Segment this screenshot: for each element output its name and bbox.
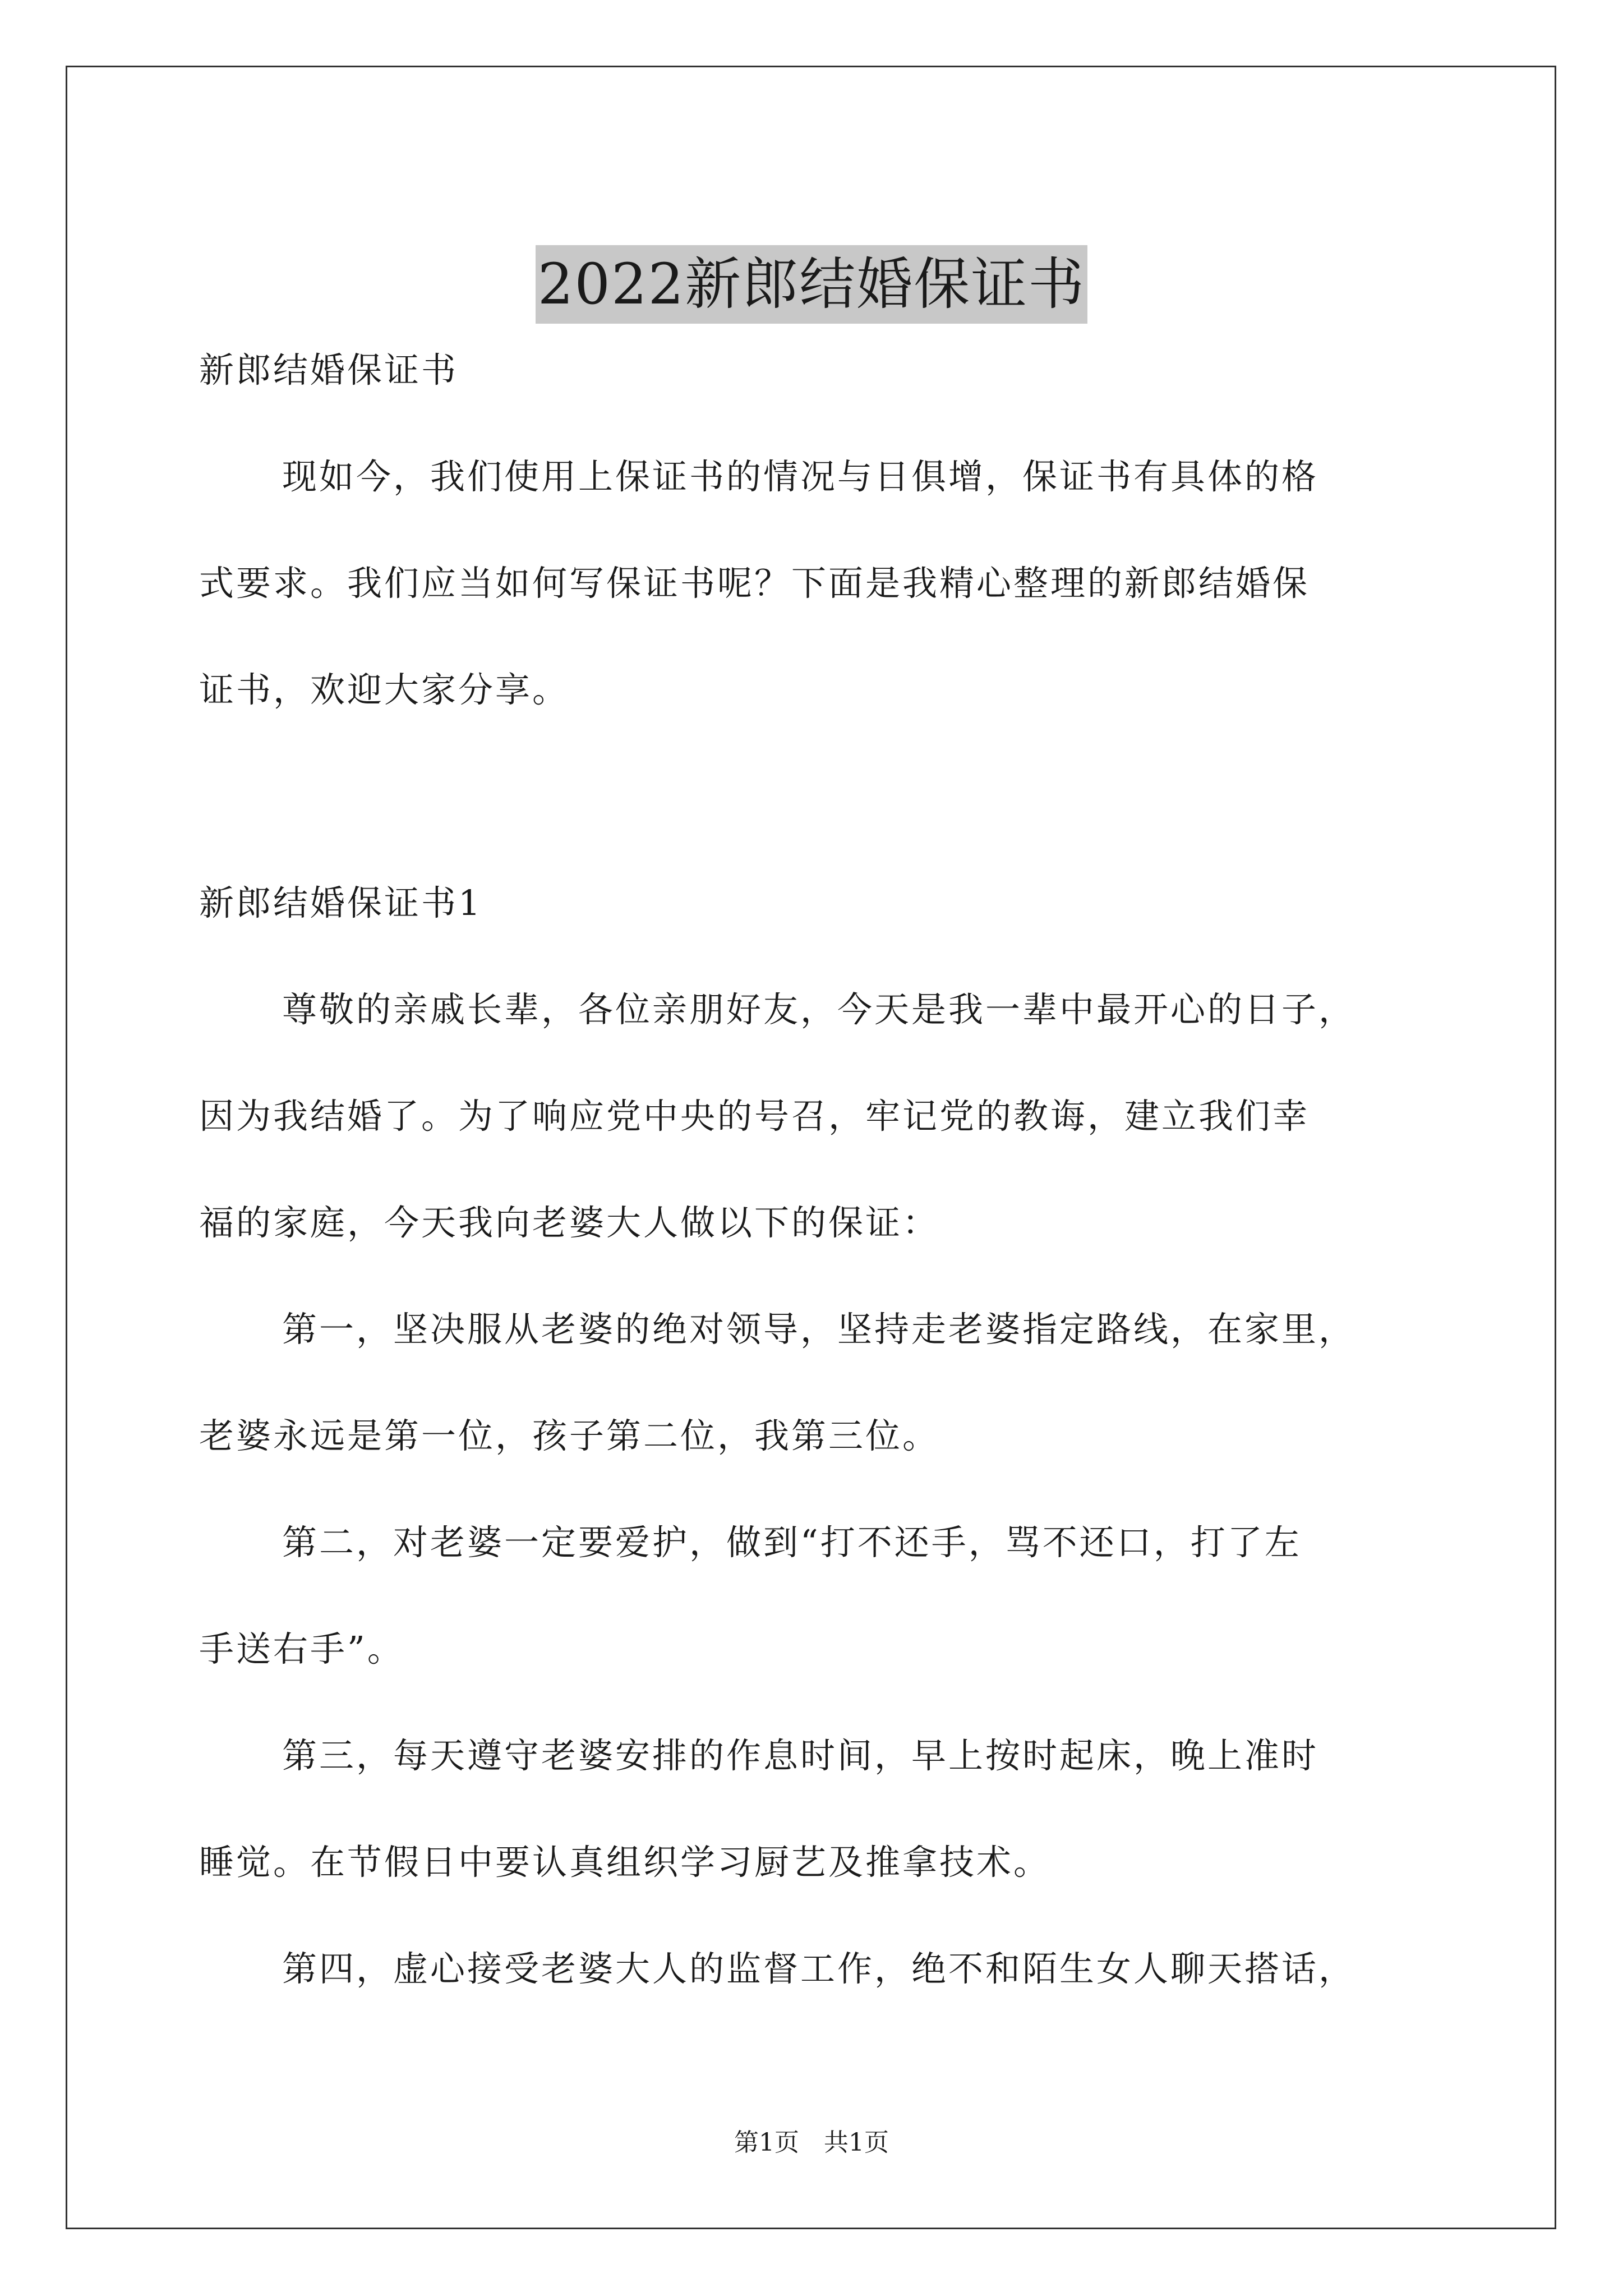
text-line: 证书，欢迎大家分享。 [199,669,570,710]
text-line: 现如今，我们使用上保证书的情况与日俱增，保证书有具体的格 [282,456,1319,497]
text-line: 尊敬的亲戚长辈，各位亲朋好友，今天是我一辈中最开心的日子， [282,989,1356,1030]
text-line: 老婆永远是第一位，孩子第二位，我第三位。 [199,1415,940,1456]
text-line: 因为我结婚了。为了响应党中央的号召，牢记党的教诲，建立我们幸 [199,1096,1310,1137]
document-body [199,317,1433,2022]
text-line: 福的家庭，今天我向老婆大人做以下的保证： [199,1202,940,1243]
text-line: 第一，坚决服从老婆的绝对领导，坚持走老婆指定路线，在家里， [282,1309,1356,1350]
text-line: 新郎结婚保证书 [199,349,459,390]
document-title: 2022新郎结婚保证书 [536,245,1088,324]
page-footer: 第1页 共1页 [734,2128,889,2157]
text-line: 式要求。我们应当如何写保证书呢？下面是我精心整理的新郎结婚保 [199,563,1310,604]
text-line: 第四，虚心接受老婆大人的监督工作，绝不和陌生女人聊天搭话， [282,1948,1356,1989]
text-line: 第二，对老婆一定要爱护，做到“打不还手，骂不还口，打了左 [282,1522,1302,1563]
text-line: 睡觉。在节假日中要认真组织学习厨艺及推拿技术。 [199,1842,1051,1883]
text-line: 手送右手”。 [199,1628,404,1669]
text-line: 新郎结婚保证书1 [199,882,483,923]
text-line: 第三，每天遵守老婆安排的作息时间，早上按时起床，晚上准时 [282,1735,1319,1776]
blank-line [199,743,1433,850]
